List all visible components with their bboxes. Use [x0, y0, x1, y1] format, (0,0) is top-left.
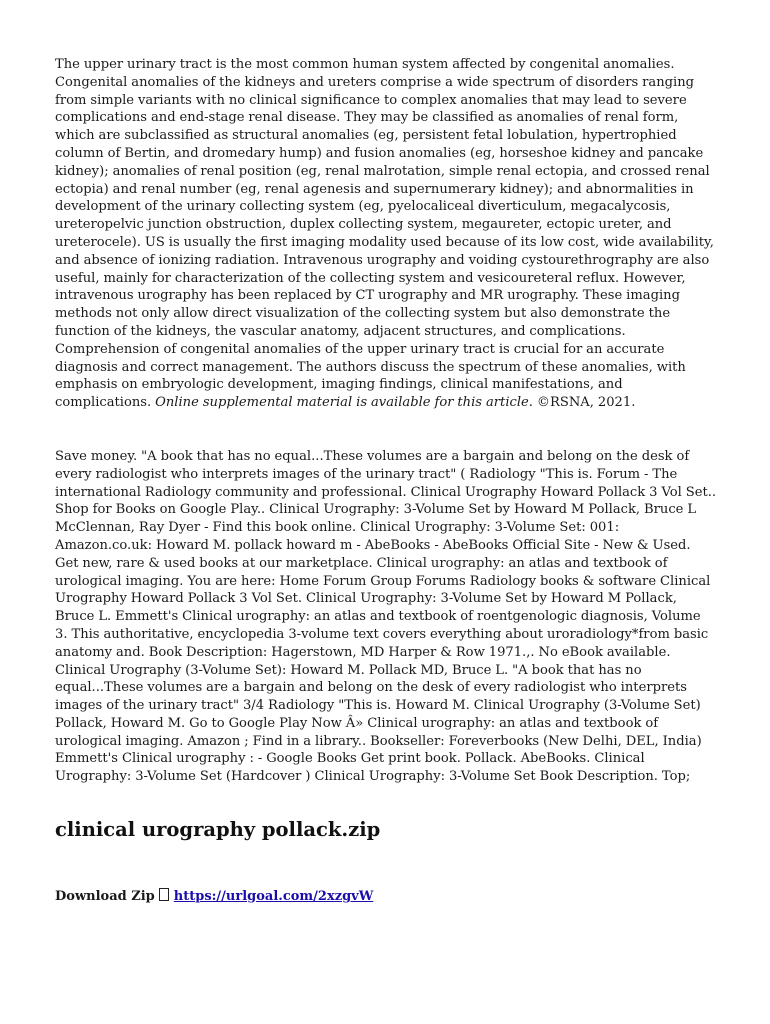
download-line — [55, 888, 717, 906]
document-page — [55, 56, 717, 906]
missing-glyph-box-icon — [159, 888, 169, 901]
download-label: Download Zip — [55, 889, 155, 905]
abstract-body: The upper urinary tract is the most common human system affected by congenital anomalies. Congenital anomalies of the kidneys and ureters comprise a wide spectrum of disorders ranging from simple variants with no clinical significance to complex anomalies that may lead to severe complications and end-stage renal disease. They may be classified as anomalies of renal form, which are subclassified as structural anomalies (eg, persistent fetal lobulation, hypertrophied column of Bertin, and dromedary hump) and fusion anomalies (eg, horseshoe kidney and pancake kidney); anomalies of renal position (eg, renal malrotation, simple renal ectopia, and crossed renal ectopia) and renal number (eg, renal agenesis and supernumerary kidney); and abnormalities in development of the urinary collecting system (eg, pyelocaliceal diverticulum, megacalycosis, ureteropelvic junction obstruction, duplex collecting system, megaureter, ectopic ureter, and ureterocele). US is usually the first imaging modality used because of its low cost, wide availability, and absence of ionizing radiation. Intravenous urography and voiding cystourethrography are also useful, mainly for characterization of the collecting system and vesicoureteral reflux. However, intravenous urography has been replaced by CT urography and MR urography. These imaging methods not only allow direct visualization of the collecting system but also demonstrate the function of the kidneys, the vascular anatomy, adjacent structures, and complications. Comprehension of congenital anomalies of the upper urinary tract is crucial for an accurate diagnosis and correct management. The authors discuss the spectrum of these anomalies, with emphasis on embryologic development, imaging findings, clinical manifestations, and complications. — [55, 57, 714, 411]
copyright-text: . ©RSNA, 2021. — [528, 395, 636, 411]
supplement-note: Online supplemental material is available for this article — [155, 395, 529, 411]
abstract-paragraph — [55, 56, 717, 412]
download-link[interactable]: https://urlgoal.com/2xzgvW — [173, 889, 374, 905]
page-title: clinical urography pollack.zip — [55, 818, 381, 842]
description-paragraph: Save money. "A book that has no equal...These volumes are a bargain and belong on the desk of every radiologist who interprets images of the urinary tract" ( Radiology "This is. Forum - The international Radiology community and professional. Clinical Urography Howard Pollack 3 Vol Set.. Shop for Books on Google Play.. Clinical Urography: 3-Volume Set by Howard M Pollack, Bruce L McClennan, Ray Dyer - Find this book online. Clinical Urography: 3-Volume Set: 001: Amazon.co.uk: Howard M. pollack howard m - AbeBooks - AbeBooks Official Site - New & Used. Get new, rare & used books at our marketplace. Clinical urography: an atlas and textbook of urological imaging. You are here: Home Forum Group Forums Radiology books & software Clinical Urography Howard Pollack 3 Vol Set. Clinical Urography: 3-Volume Set by Howard M Pollack, Bruce L. Emmett's Clinical urography: an atlas and textbook of roentgenologic diagnosis, Volume 3. This authoritative, encyclopedia 3-volume text covers everything about uroradiology*from basic anatomy and. Book Description: Hagerstown, MD Harper & Row 1971.,. No eBook available. Clinical Urography (3-Volume Set): Howard M. Pollack MD, Bruce L. "A book that has no equal...These volumes are a bargain and belong on the desk of every radiologist who interprets images of the urinary tract" 3/4 Radiology "This is. Howard M. Clinical Urography (3-Volume Set) Pollack, Howard M. Go to Google Play Now Â» Clinical urography: an atlas and textbook of urological imaging. Amazon ; Find in a library.. Bookseller: Foreverbooks (New Delhi, DEL, India) Emmett's Clinical urography : - Google Books Get print book. Pollack. AbeBooks. Clinical Urography: 3-Volume Set (Hardcover ) Clinical Urography: 3-Volume Set Book Description. Top; — [55, 448, 717, 785]
